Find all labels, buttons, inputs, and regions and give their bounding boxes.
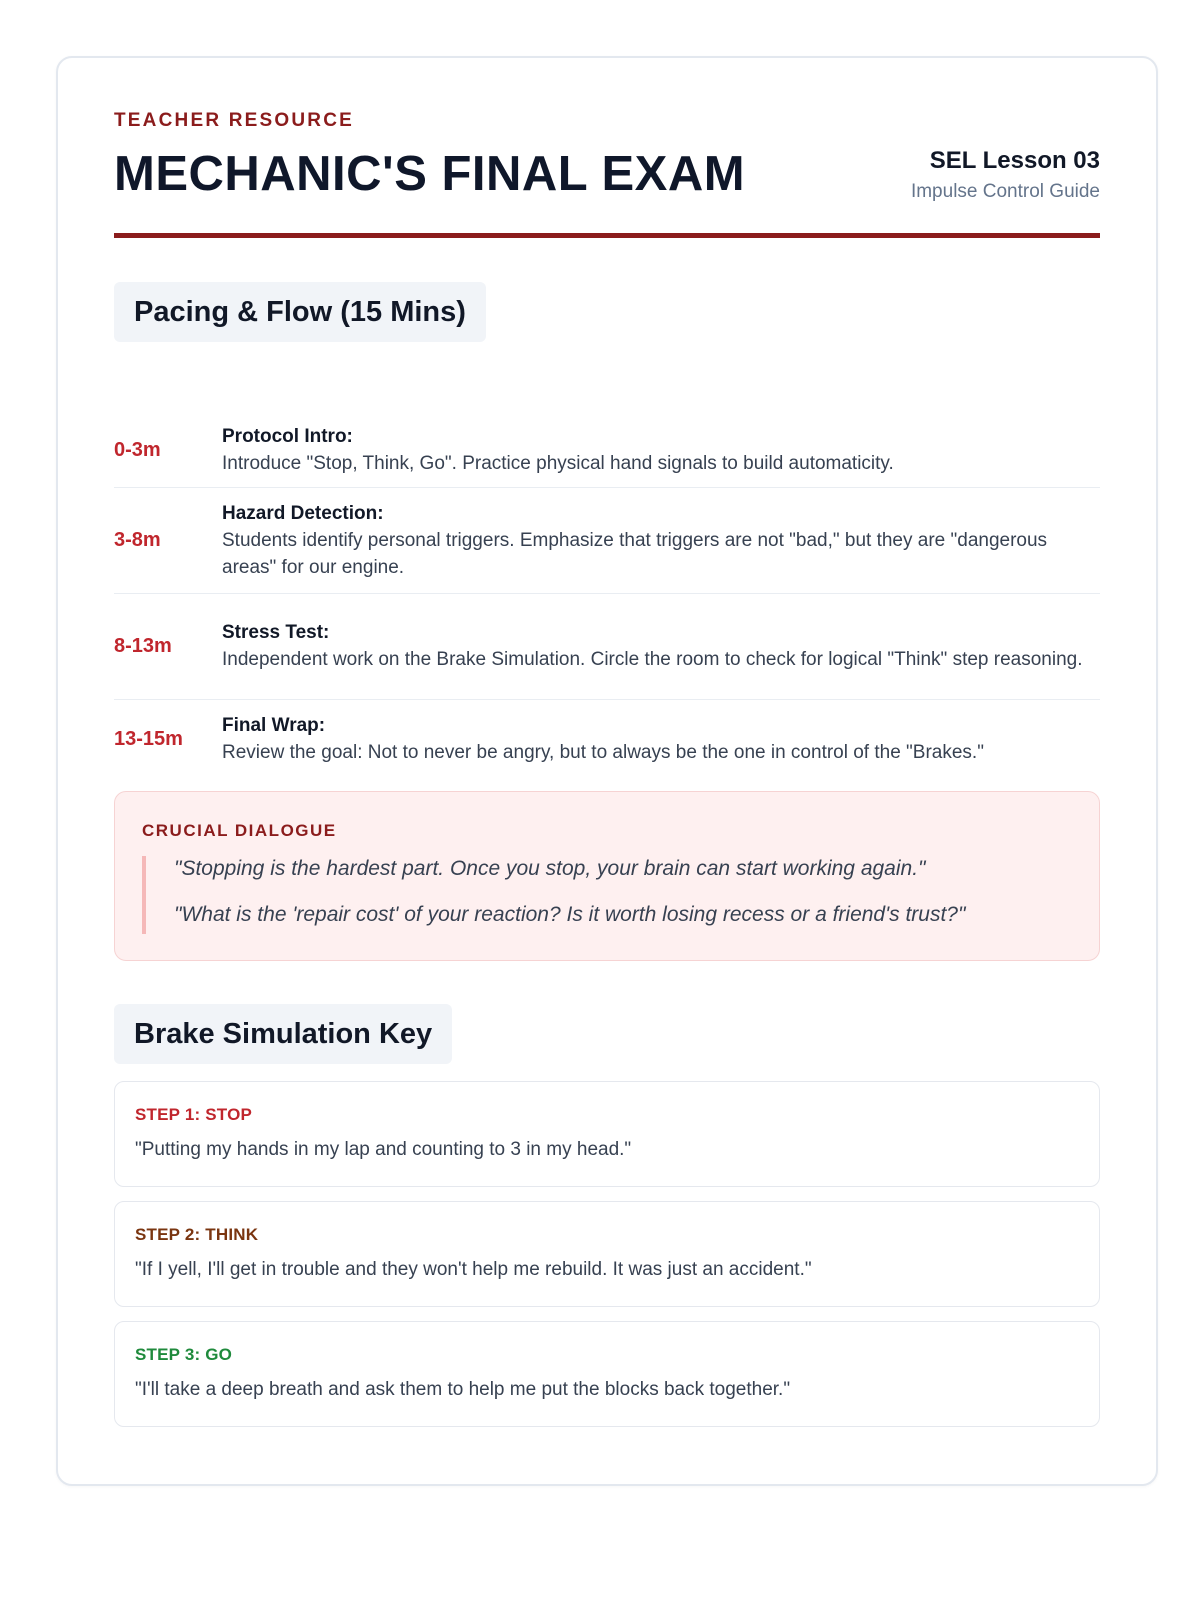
resource-kicker: TEACHER RESOURCE [114,110,354,131]
pacing-body [222,713,1100,766]
pacing-time: 8-13m [114,635,172,657]
page-title: MECHANIC'S FINAL EXAM [114,147,746,201]
brake-key-heading: Brake Simulation Key [114,1004,452,1064]
pacing-body [222,620,1100,673]
pacing-row [114,700,1100,778]
pacing-heading: Pacing & Flow (15 Mins) [114,282,486,342]
pacing-label: Final Wrap: [222,714,326,736]
step-card-stop [114,1081,1100,1187]
pacing-description: Independent work on the Brake Simulation. Circle the room to check for logical "Think" step reasoning. [222,649,1083,670]
crucial-dialogue-box [114,791,1100,961]
step-text: "If I yell, I'll get in trouble and they won't help me rebuild. It was just an accident." [135,1259,812,1280]
pacing-time: 3-8m [114,529,161,551]
step-label: STEP 3: GO [135,1345,233,1364]
lesson-card [56,56,1158,1486]
lesson-code: SEL Lesson 03 [929,147,1100,174]
pacing-body [222,424,1100,477]
brake-steps [114,1081,1100,1441]
pacing-row [114,594,1100,700]
step-card-go [114,1321,1100,1427]
lesson-subtitle: Impulse Control Guide [910,181,1100,202]
header-divider [114,233,1100,238]
pacing-label: Stress Test: [222,622,330,643]
pacing-label: Protocol Intro: [222,426,353,447]
pacing-description: Review the goal: Not to never be angry, but to always be the one in control of the "Brakes." [222,741,984,763]
pacing-label: Hazard Detection: [222,502,384,524]
step-label: STEP 2: THINK [135,1225,259,1244]
pacing-description: Students identify personal triggers. Emphasize that triggers are not "bad," but they are "dangerous areas" for our engine. [222,529,1048,578]
step-text: "Putting my hands in my lap and counting to 3 in my head." [135,1139,632,1160]
pacing-list [114,414,1100,778]
step-card-think [114,1201,1100,1307]
pacing-time: 13-15m [114,727,183,750]
dialogue-label: CRUCIAL DIALOGUE [142,821,337,840]
pacing-row [114,488,1100,594]
pacing-time: 0-3m [114,439,161,461]
dialogue-quotes [142,856,1079,934]
pacing-row [114,414,1100,488]
dialogue-quote: "Stopping is the hardest part. Once you stop, your brain can start working again." [174,857,926,880]
step-label: STEP 1: STOP [135,1105,253,1124]
pacing-description: Introduce "Stop, Think, Go". Practice physical hand signals to build automaticity. [222,453,894,474]
step-text: "I'll take a deep breath and ask them to help me put the blocks back together." [135,1379,791,1400]
pacing-body [222,501,1100,581]
dialogue-quote: "What is the 'repair cost' of your reaction? Is it worth losing recess or a friend's trust?" [174,903,966,926]
card-content [114,58,1100,1484]
lesson-meta [911,147,1100,203]
